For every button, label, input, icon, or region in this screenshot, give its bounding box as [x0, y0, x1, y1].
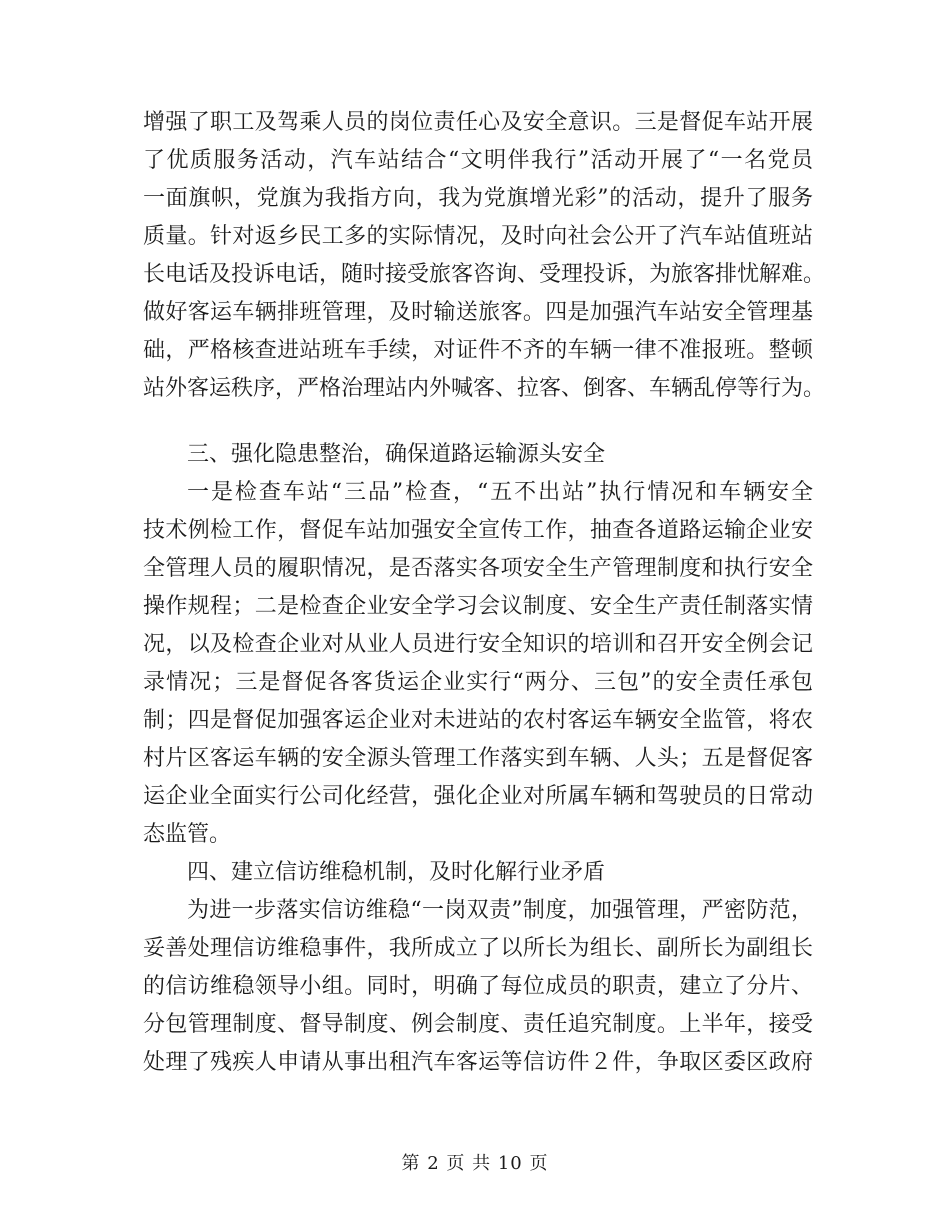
- paragraph-line: 长电话及投诉电话，随时接受旅客咨询、受理投诉，为旅客排忧解难。: [143, 262, 826, 287]
- paragraph-line: 的信访维稳领导小组。同时，明确了每位成员的职责，建立了分片、: [143, 974, 813, 999]
- section-heading-3: 三、强化隐患整治，确保道路运输源头安全: [187, 442, 606, 467]
- paragraph-line: 站外客运秩序，严格治理站内外喊客、拉客、倒客、车辆乱停等行为。: [143, 376, 826, 401]
- paragraph-line: 为进一步落实信访维稳“一岗双责”制度，加强管理，严密防范，: [187, 898, 813, 923]
- paragraph-line: 质量。针对返乡民工多的实际情况，及时向社会公开了汽车站值班站: [143, 224, 813, 249]
- paragraph-line: 操作规程；二是检查企业安全学习会议制度、安全生产责任制落实情: [143, 594, 813, 619]
- paragraph-line: 录情况；三是督促各客货运企业实行“两分、三包”的安全责任承包: [143, 670, 813, 695]
- section-heading-4: 四、建立信访维稳机制，及时化解行业矛盾: [187, 860, 606, 885]
- paragraph-line: 况，以及检查企业对从业人员进行安全知识的培训和召开安全例会记: [143, 632, 813, 657]
- paragraph-line: 础，严格核查进站班车手续，对证件不齐的车辆一律不准报班。整顿: [143, 338, 813, 363]
- paragraph-line: 分包管理制度、督导制度、例会制度、责任追究制度。上半年，接受: [143, 1012, 813, 1037]
- paragraph-line: 增强了职工及驾乘人员的岗位责任心及安全意识。三是督促车站开展: [143, 110, 813, 135]
- page-number-footer: 第 2 页 共 10 页: [401, 1153, 549, 1174]
- paragraph-line: 制；四是督促加强客运企业对未进站的农村客运车辆安全监管，将农: [143, 708, 813, 733]
- paragraph-line: 全管理人员的履职情况，是否落实各项安全生产管理制度和执行安全: [143, 556, 813, 581]
- paragraph-line: 处理了残疾人申请从事出租汽车客运等信访件２件，争取区委区政府: [143, 1050, 813, 1075]
- paragraph-line: 运企业全面实行公司化经营，强化企业对所属车辆和驾驶员的日常动: [143, 784, 813, 809]
- paragraph-line: 村片区客运车辆的安全源头管理工作落实到车辆、人头；五是督促客: [143, 746, 813, 771]
- paragraph-line: 妥善处理信访维稳事件，我所成立了以所长为组长、副所长为副组长: [143, 936, 813, 961]
- paragraph-line: 一面旗帜，党旗为我指方向，我为党旗增光彩”的活动，提升了服务: [143, 186, 813, 211]
- paragraph-line: 态监管。: [143, 822, 232, 847]
- paragraph-line: 做好客运车辆排班管理，及时输送旅客。四是加强汽车站安全管理基: [143, 300, 813, 325]
- paragraph-line: 了优质服务活动，汽车站结合“文明伴我行”活动开展了“一名党员: [143, 148, 813, 173]
- paragraph-line: 一是检查车站“三品”检查，“五不出站”执行情况和车辆安全: [187, 480, 813, 505]
- paragraph-line: 技术例检工作，督促车站加强安全宣传工作，抽查各道路运输企业安: [143, 518, 813, 543]
